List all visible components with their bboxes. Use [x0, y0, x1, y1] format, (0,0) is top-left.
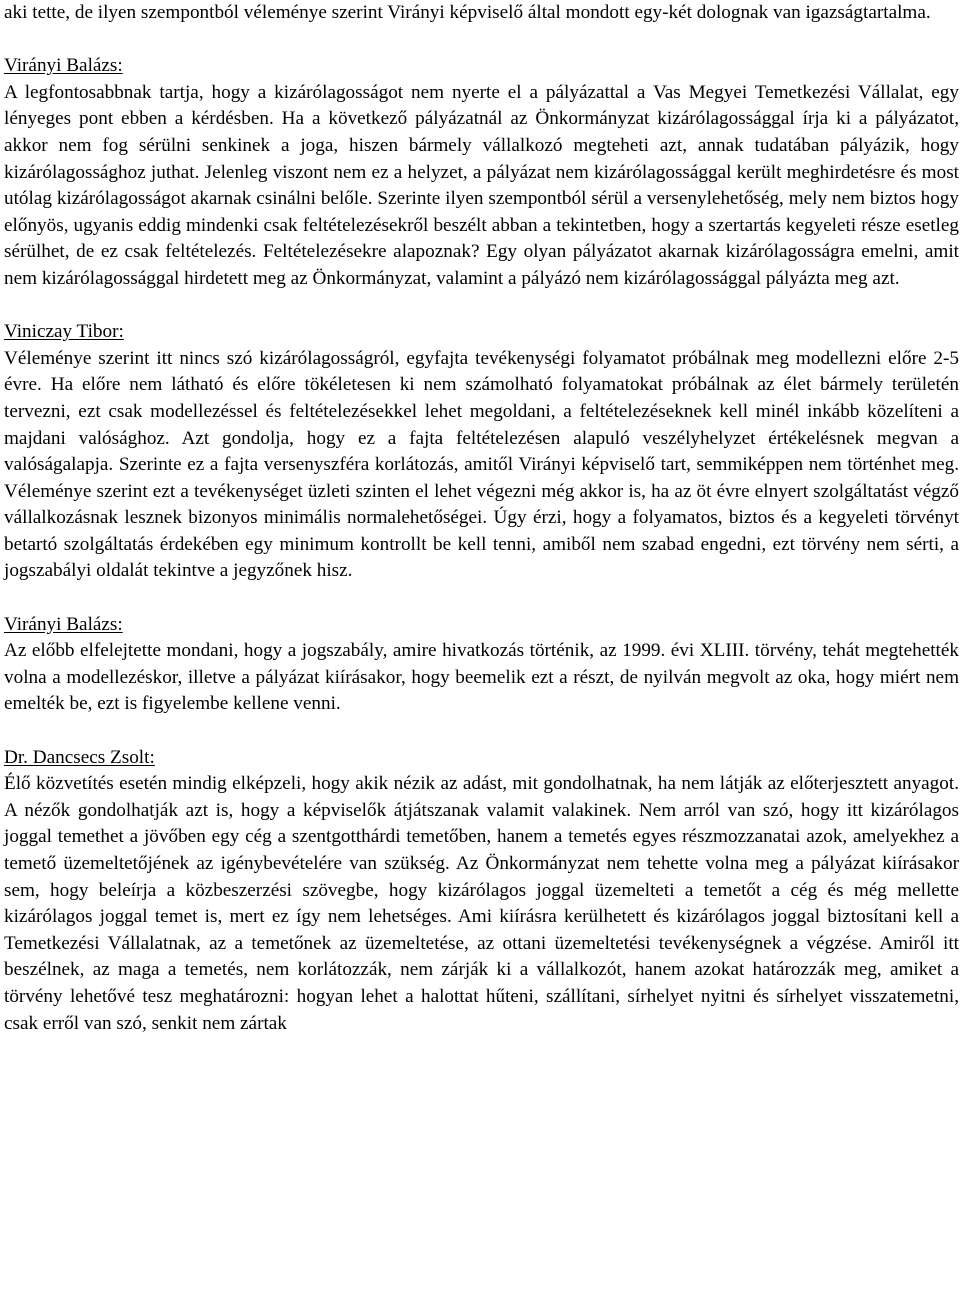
speech-block-viranyi-1 [4, 53, 959, 292]
speech-text: Véleménye szerint itt nincs szó kizárólagosságról, egyfajta tevékenységi folyamatot próbálnak meg modellezni előre 2-5 évre. Ha előre nem látható és előre tökéletesen ki nem számolható folyamatokat próbálnak az élet bármely területén tervezni, ezt csak modellezéssel és feltételezésekkel lehet megoldani, a feltételezéseknek kell minél inkább közelíteni a majdani valósághoz. Azt gondolja, hogy ez a fajta feltételezésen alapuló veszélyhelyzet értékelésnek megvan a valóságalapja. Szerinte ez a fajta versenyszféra korlátozás, amitől Virányi képviselő tart, semmiképpen nem történhet meg. Véleménye szerint ezt a tevékenységet üzleti szinten el lehet végezni még akkor is, ha az öt évre elnyert szolgáltatást végző vállalkozásnak lesznek bizonyos minimális normalehetőségei. Úgy érzi, hogy a folyamatos, biztos és a kegyeleti törvényt betartó szolgáltatás érdekében egy minimum kontrollt be kell tenni, amiből nem szabad engedni, ezt törvény nem sérti, a jogszabályi oldalát tekintve a jegyzőnek hisz. [4, 347, 959, 582]
speaker-name: Viniczay Tibor: [4, 321, 124, 343]
speaker-name: Virányi Balázs: [4, 613, 123, 635]
document-page [4, 0, 959, 1037]
speech-block-dancsecs [4, 745, 959, 1038]
speech-text: A legfontosabbnak tartja, hogy a kizárólagosságot nem nyerte el a pályázattal a Vas Megyei Temetkezési Vállalat, egy lényeges pont ebben a kérdésben. Ha a következő pályázatnál az Önkormányzat kizárólagossággal írja ki a pályázatot, akkor nem fog sérülni senkinek a joga, hiszen bármely vállalkozó megteheti azt, annak tudatában pályázik, hogy kizárólagossághoz juthat. Jelenleg viszont nem ez a helyzet, a pályázat nem kizárólagossággal került meghirdetésre és most utólag kizárólagosságot akarnak csinálni belőle. Szerinte ilyen szempontból sérül a versenylehetőség, mely nem biztos hogy előnyös, ugyanis eddig mindenki csak feltételezésekről beszélt abban a tekintetben, hogy a szertartás kegyeleti része esetleg sérülhet, de ez csak feltételezés. Feltételezésekre alapoznak? Egy olyan pályázatot akarnak kizárólagosságra emelni, amit nem kizárólagossággal hirdetett meg az Önkormányzat, valamint a pályázó nem kizárólagossággal pályázta meg azt. [4, 81, 959, 289]
paragraph-gap [4, 718, 959, 745]
intro-paragraph: aki tette, de ilyen szempontból véleménye szerint Virányi képviselő által mondott egy-két dolognak van igazságtartalma. [4, 2, 931, 23]
paragraph-gap [4, 27, 959, 54]
speech-block-viranyi-2 [4, 612, 959, 718]
speaker-name: Virányi Balázs: [4, 55, 123, 77]
speaker-name: Dr. Dancsecs Zsolt: [4, 746, 155, 768]
paragraph-gap [4, 585, 959, 612]
speech-block-viniczay [4, 319, 959, 585]
paragraph-gap [4, 293, 959, 320]
speech-text: Az előbb elfelejtette mondani, hogy a jogszabály, amire hivatkozás történik, az 1999. évi XLIII. törvény, tehát megtehették volna a modellezéskor, illetve a pályázat kiírásakor, hogy beemelik ezt a részt, de nyilván megvolt az oka, hogy miért nem emelték be, ezt is figyelembe kellene venni. [4, 640, 959, 715]
speech-text: Élő közvetítés esetén mindig elképzeli, hogy akik nézik az adást, mit gondolhatnak, ha nem látják az előterjesztett anyagot. A nézők gondolhatják azt is, hogy a képviselők átjátszanak valamit valakinek. Nem arról van szó, hogy itt kizárólagos joggal temethet a jövőben egy cég a szentgotthárdi temetőben, hanem a temetés egyes részmozzanatai azok, amelyekhez a temető üzemeltetőjének az igénybevételére van szükség. Az Önkormányzat nem tehette volna meg a pályázat kiírásakor sem, hogy beleírja a közbeszerzési szövegbe, hogy kizárólagos joggal üzemelteti a temetőt a cég és még mellette kizárólagos joggal temet is, mert ez így nem lehetséges. Ami kiírásra kerülhetett és kizárólagos joggal biztosítani kell a Temetkezési Vállalatnak, az a temetőnek az üzemeltetése, az ottani üzemeltetési tevékenységnek a végzése. Amiről itt beszélnek, az maga a temetés, nem korlátozzák, nem zárják ki a vállalkozót, hanem azokat határozzák meg, amiket a törvény lehetővé tesz meghatározni: hogyan lehet a halottat hűteni, szállítani, sírhelyet nyitni és sírhelyet visszatemetni, csak erről van szó, senkit nem zártak [4, 773, 959, 1034]
